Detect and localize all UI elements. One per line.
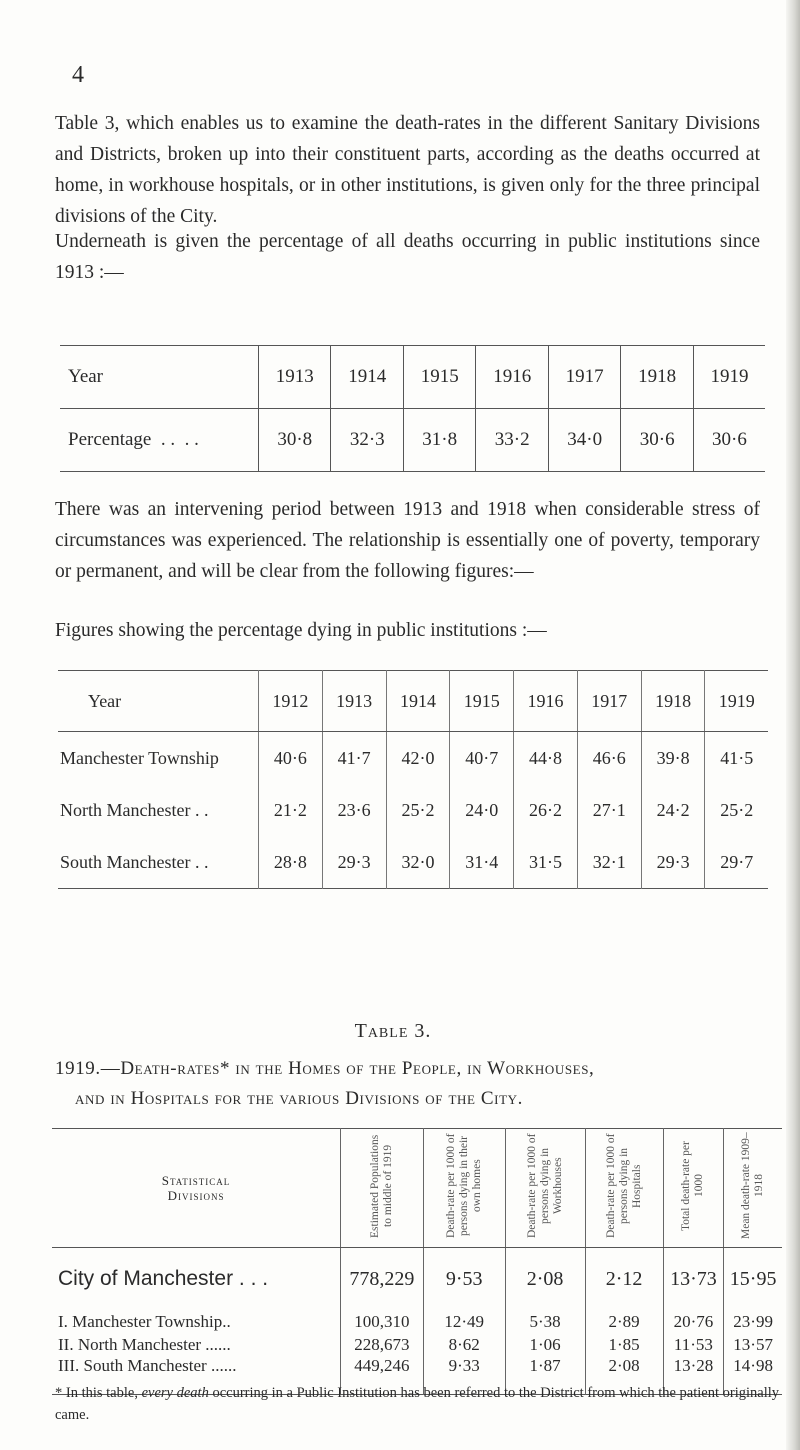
value-cell: 23·99: [724, 1310, 782, 1333]
value-cell: 1·85: [585, 1333, 663, 1356]
value-cell: 32·0: [386, 836, 450, 889]
page-edge-shadow: [786, 0, 800, 1450]
table-3-subtitle-line-2: and in Hospitals for the various Divisions of the City.: [75, 1088, 523, 1109]
table-row: [58, 671, 768, 732]
value-cell: 11·53: [663, 1333, 724, 1356]
table-row: [52, 1333, 782, 1356]
table-row: [60, 409, 765, 472]
value-cell: 9·33: [423, 1356, 505, 1395]
value-cell: 2·08: [505, 1248, 585, 1311]
row-label: Year: [60, 346, 259, 409]
public-institutions-table: [58, 670, 768, 889]
value-cell: 13·73: [663, 1248, 724, 1311]
year-cell: 1912: [259, 671, 323, 732]
value-cell: 29·3: [641, 836, 705, 889]
table-row-city: [52, 1248, 782, 1311]
table-row: [58, 732, 768, 785]
value-cell: 100,310: [341, 1310, 424, 1333]
value-cell: 778,229: [341, 1248, 424, 1311]
paragraph-table3-intro: Table 3, which enables us to examine the death-rates in the different Sanitary Divisions and Districts, broken up into their constituent parts, according as the deaths occurred at home, in workhouse hospitals, or in other institutions, is given only for the three principal divisions of the City.: [55, 113, 760, 227]
value-cell: 24·0: [450, 784, 514, 836]
table-row: [58, 836, 768, 889]
header-divisions: Statistical Divisions: [52, 1129, 341, 1248]
value-cell: 33·2: [476, 409, 548, 472]
row-label: II. North Manchester ......: [58, 1334, 231, 1354]
year-cell: 1915: [450, 671, 514, 732]
year-cell: 1918: [641, 671, 705, 732]
value-cell: 41·5: [705, 732, 768, 785]
value-cell: 13·28: [663, 1356, 724, 1395]
value-cell: 28·8: [259, 836, 323, 889]
header-total-rate: Total death-rate per 1000: [663, 1129, 724, 1248]
header-home-rate: Death-rate per 1000 of persons dying in their own homes: [423, 1129, 505, 1248]
year-cell: 1913: [259, 346, 331, 409]
paragraph-stress-period: There was an intervening period between 1913 and 1918 when considerable stress of circumstances was experienced. The relationship is essentially one of poverty, temporary or permanent, and will be clear from the following figures:—: [55, 499, 760, 582]
value-cell: 40·6: [259, 732, 323, 785]
value-cell: 29·7: [705, 836, 768, 889]
value-cell: 9·53: [423, 1248, 505, 1311]
value-cell: 449,246: [341, 1356, 424, 1395]
table-row: [52, 1310, 782, 1333]
year-cell: 1916: [514, 671, 578, 732]
value-cell: 40·7: [450, 732, 514, 785]
value-cell: 1·06: [505, 1333, 585, 1356]
value-cell: 46·6: [577, 732, 641, 785]
value-cell: 15·95: [724, 1248, 782, 1311]
percentage-table-1913-1919: [60, 345, 765, 472]
header-hospital-rate: Death-rate per 1000 of persons dying in Hospitals: [585, 1129, 663, 1248]
table-row: [60, 346, 765, 409]
table-3-subtitle-line-1: 1919.—Death-rates* in the Homes of the People, in Workhouses,: [55, 1058, 595, 1079]
value-cell: 32·1: [577, 836, 641, 889]
value-cell: 2·12: [585, 1248, 663, 1311]
header-population: Estimated Populations to middle of 1919: [341, 1129, 424, 1248]
value-cell: 34·0: [548, 409, 620, 472]
table-row: [58, 784, 768, 836]
year-cell: 1914: [386, 671, 450, 732]
value-cell: 228,673: [341, 1333, 424, 1356]
year-cell: 1917: [548, 346, 620, 409]
year-cell: 1913: [322, 671, 386, 732]
year-cell: 1919: [693, 346, 765, 409]
year-cell: 1917: [577, 671, 641, 732]
value-cell: 39·8: [641, 732, 705, 785]
row-label: Manchester Township: [60, 747, 219, 768]
death-rates-table: [52, 1128, 782, 1395]
value-cell: 14·98: [724, 1356, 782, 1395]
value-cell: 42·0: [386, 732, 450, 785]
value-cell: 29·3: [322, 836, 386, 889]
row-label: III. South Manchester ......: [58, 1356, 237, 1375]
value-cell: 23·6: [322, 784, 386, 836]
row-label: Year: [58, 671, 259, 732]
value-cell: 2·89: [585, 1310, 663, 1333]
row-label: Percentage . . . .: [68, 429, 199, 450]
value-cell: 25·2: [705, 784, 768, 836]
footnote: * In this table, every death occurring in a Public Institution has been referred to the District from which the patient originally came.: [55, 1385, 780, 1423]
value-cell: 5·38: [505, 1310, 585, 1333]
row-label: City of Manchester . . .: [58, 1267, 269, 1290]
row-label: North Manchester . .: [60, 799, 209, 820]
header-mean-rate: Mean death-rate 1909–1918: [724, 1129, 782, 1248]
value-cell: 31·5: [514, 836, 578, 889]
row-label: South Manchester . .: [60, 851, 209, 872]
caption-public-institutions: Figures showing the percentage dying in public institutions :—: [55, 620, 547, 641]
value-cell: 44·8: [514, 732, 578, 785]
value-cell: 12·49: [423, 1310, 505, 1333]
paragraph-percentage-intro: Underneath is given the percentage of all deaths occurring in public institutions since 1913 :—: [55, 231, 760, 283]
value-cell: 8·62: [423, 1333, 505, 1356]
value-cell: 21·2: [259, 784, 323, 836]
row-label: I. Manchester Township..: [58, 1311, 231, 1331]
year-cell: 1919: [705, 671, 768, 732]
value-cell: 30·6: [621, 409, 693, 472]
value-cell: 27·1: [577, 784, 641, 836]
value-cell: 41·7: [322, 732, 386, 785]
year-cell: 1914: [331, 346, 403, 409]
year-cell: 1918: [621, 346, 693, 409]
value-cell: 26·2: [514, 784, 578, 836]
value-cell: 30·6: [693, 409, 765, 472]
header-workhouse-rate: Death-rate per 1000 of persons dying in Workhouses: [505, 1129, 585, 1248]
value-cell: 20·76: [663, 1310, 724, 1333]
value-cell: 1·87: [505, 1356, 585, 1395]
value-cell: 24·2: [641, 784, 705, 836]
table-3-title: Table 3.: [354, 1020, 432, 1042]
value-cell: 13·57: [724, 1333, 782, 1356]
year-cell: 1915: [403, 346, 475, 409]
value-cell: 25·2: [386, 784, 450, 836]
value-cell: 30·8: [259, 409, 331, 472]
page-number: 4: [72, 62, 84, 88]
value-cell: 31·4: [450, 836, 514, 889]
year-cell: 1916: [476, 346, 548, 409]
value-cell: 2·08: [585, 1356, 663, 1395]
value-cell: 31·8: [403, 409, 475, 472]
table-header-row: [52, 1129, 782, 1248]
value-cell: 32·3: [331, 409, 403, 472]
